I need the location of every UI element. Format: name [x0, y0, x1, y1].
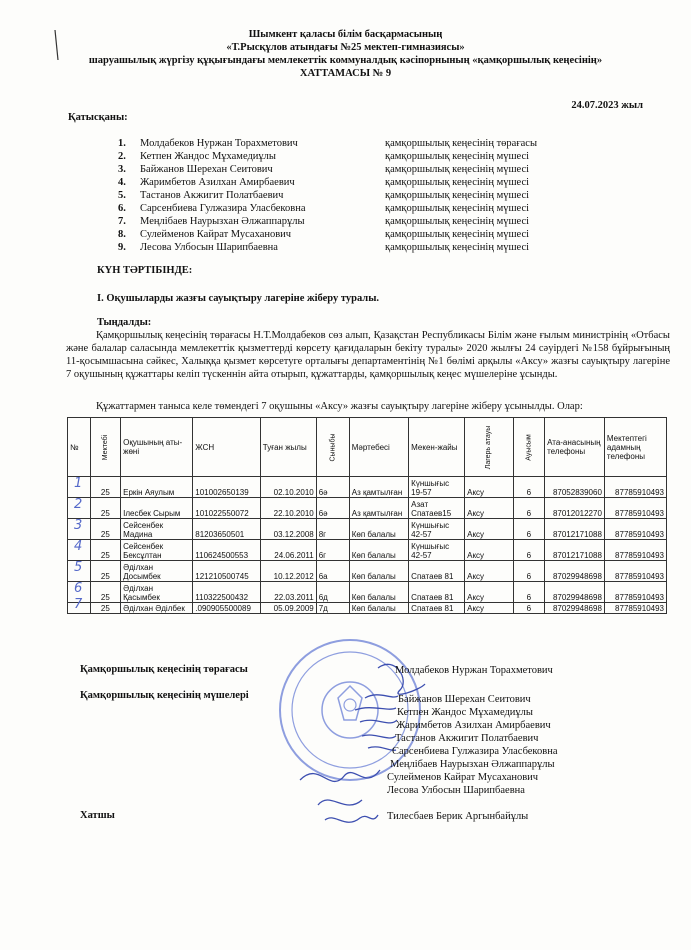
member-row: 7. Меңлібаев Наурызхан Әлжаппарұлы қамқоршылық кеңесінің мүшесі [118, 216, 530, 227]
member-row: 9. Лесова Улбосын Шарипбаевна қамқоршылық кеңесінің мүшесі [118, 242, 530, 253]
col-header: Сыныбы [316, 418, 349, 477]
signature-member: Лесова Улбосын Шарипбаевна [387, 785, 525, 796]
col-header: Ата-анасының телефоны [545, 418, 605, 477]
header-line-1: Шымкент қаласы білім басқармасының [248, 29, 443, 40]
table-row: 5 25 Әділхан Досымбек 121210500745 10.12.2012 6а Көп балалы Спатаев 81 Аксу 6 87029948698 87785910493 [68, 561, 667, 582]
col-header: Мәртебесі [349, 418, 408, 477]
col-header: Туған жылы [260, 418, 316, 477]
table-row: 4 25 Сейсенбек Бексұлтан 110624500553 24.06.2011 6г Көп балалы Күншығыс 42-57 Аксу 6 87012171088 87785910493 [68, 540, 667, 561]
signature-member: Меңлібаев Наурызхан Әлжаппарұлы [390, 759, 555, 770]
member-row: 4. Жаримбетов Азилхан Амирбаевич қамқоршылық кеңесінің мүшесі [118, 177, 530, 188]
chair-label: Қамқоршылық кеңесінің төрағасы [80, 664, 248, 675]
member-row: 8. Сулейменов Кайрат Мусаханович қамқоршылық кеңесінің мүшесі [118, 229, 530, 240]
table-row: 1 25 Еркін Аяулым 101002650139 02.10.2010 6ә Аз қамтылған Күншығыс 19-57 Аксу 6 87052839060 87785910493 [68, 477, 667, 498]
signature-member: Сарсенбиева Гулжазира Уласбековна [392, 746, 558, 757]
document-title: ХАТТАМАСЫ № 9 [299, 68, 392, 79]
header-line-2: «Т.Рысқұлов атындағы №25 мектеп-гимназиясы» [226, 42, 465, 53]
member-row: 2. Кетпен Жандос Мұхамедиұлы қамқоршылық кеңесінің мүшесі [118, 151, 530, 162]
row-number-handwritten: 2 [68, 498, 91, 519]
members-label: Қамқоршылық кеңесінің мүшелері [80, 690, 249, 701]
table-row: 6 25 Әділхан Қасымбек 110322500432 22.03.2011 6д Көп балалы Спатаев 81 Аксу 6 87029948698 87785910493 [68, 582, 667, 603]
chair-name: Молдабеков Нуржан Торахметович [395, 665, 553, 676]
member-row: 1. Молдабеков Нуржан Торахметович қамқоршылық кеңесінің төрағасы [118, 138, 537, 149]
header-line-3: шаруашылық жүргізу құқығындағы мемлекеттік коммуналдық кәсіпорнының «қамқоршылық кеңесінің» [88, 55, 603, 66]
signature-member: Байжанов Шерехан Сеитович [398, 694, 531, 705]
row-number-handwritten: 1 [68, 477, 91, 498]
signature-member: Тастанов Акжигит Полатбаевич [395, 733, 539, 744]
row-number-handwritten: 7 [68, 603, 91, 614]
signature-member: Кетпен Жандос Мұхамедиұлы [397, 707, 533, 718]
document-date: 24.07.2023 жыл [571, 100, 643, 111]
secretary-name: Тилесбаев Берик Аргынбайұлы [387, 811, 529, 822]
secretary-label: Хатшы [80, 810, 115, 821]
member-row: 5. Тастанов Акжигит Полатбаевич қамқоршылық кеңесінің мүшесі [118, 190, 530, 201]
agenda-title: КҮН ТӘРТІБІНДЕ: [97, 265, 193, 276]
table-row: 2 25 Ілесбек Сырым 101022550072 22.10.2010 6ә Аз қамтылған Азат Спатаев15 Аксу 6 87012012270 87785910493 [68, 498, 667, 519]
row-number-handwritten: 6 [68, 582, 91, 603]
body-paragraph: Қамқоршылық кеңесінің төрағасы Н.Т.Молдабеков сөз алып, Қазақстан Республикасы Білім және ғылым министрінің «Отбасы және балалар саласында мемлекеттік қызметтерді көрсету қағидаларын бекіту туралы» 2020 жылғы 24 сәуірдегі №158 бұйрығының 11-қосымшасына сәйкес, Халыққа қызмет көрсетуге орталығы департаментінің №1 бөлімі арқылы «Аксу» жазғы сауықтыру лагеріне 7 оқушының құжаттары келіп түскеннін айта отырып, құжаттарды, қамқоршылық кеңес мүшелеріне ұсынды. [66, 330, 670, 380]
heard-label: Тыңдалды: [97, 317, 152, 328]
col-header: Оқушының аты-жөні [121, 418, 193, 477]
col-header: Лагерь атауы [465, 418, 513, 477]
body-paragraph-2: Құжаттармен таныса келе төмендегі 7 оқушыны «Аксу» жазғы сауықтыру лагеріне жіберу ұсынылды. Олар: [96, 401, 583, 412]
col-header: Мекен-жайы [409, 418, 465, 477]
table-row: 3 25 Сейсенбек Мадина 81203650501 03.12.2008 8г Көп балалы Күншығыс 42-57 Аксу 6 87012171088 87785910493 [68, 519, 667, 540]
signature-member: Сулейменов Кайрат Мусаханович [387, 772, 539, 783]
row-number-handwritten: 3 [68, 519, 91, 540]
row-number-handwritten: 5 [68, 561, 91, 582]
col-header: ЖСН [193, 418, 260, 477]
col-header: Ауысым [513, 418, 544, 477]
participants-label: Қатысқаны: [68, 112, 128, 123]
col-header: Мектебі [90, 418, 120, 477]
member-row: 3. Байжанов Шерехан Сеитович қамқоршылық кеңесінің мүшесі [118, 164, 530, 175]
agenda-item: І. Оқушыларды жазғы сауықтыру лагеріне жіберу туралы. [97, 293, 380, 304]
row-number-handwritten: 4 [68, 540, 91, 561]
col-header: № [68, 418, 91, 477]
pen-mark [55, 30, 58, 60]
table-row: 7 25 Әділхан Әділбек .090905500089 05.09.2009 7д Көп балалы Спатаев 81 Аксу 6 87029948698 87785910493 [68, 603, 667, 614]
col-header: Мектептегі адамның телефоны [604, 418, 666, 477]
member-row: 6. Сарсенбиева Гулжазира Уласбековна қамқоршылық кеңесінің мүшесі [118, 203, 530, 214]
signature-member: Жаримбетов Азилхан Амирбаевич [396, 720, 551, 731]
